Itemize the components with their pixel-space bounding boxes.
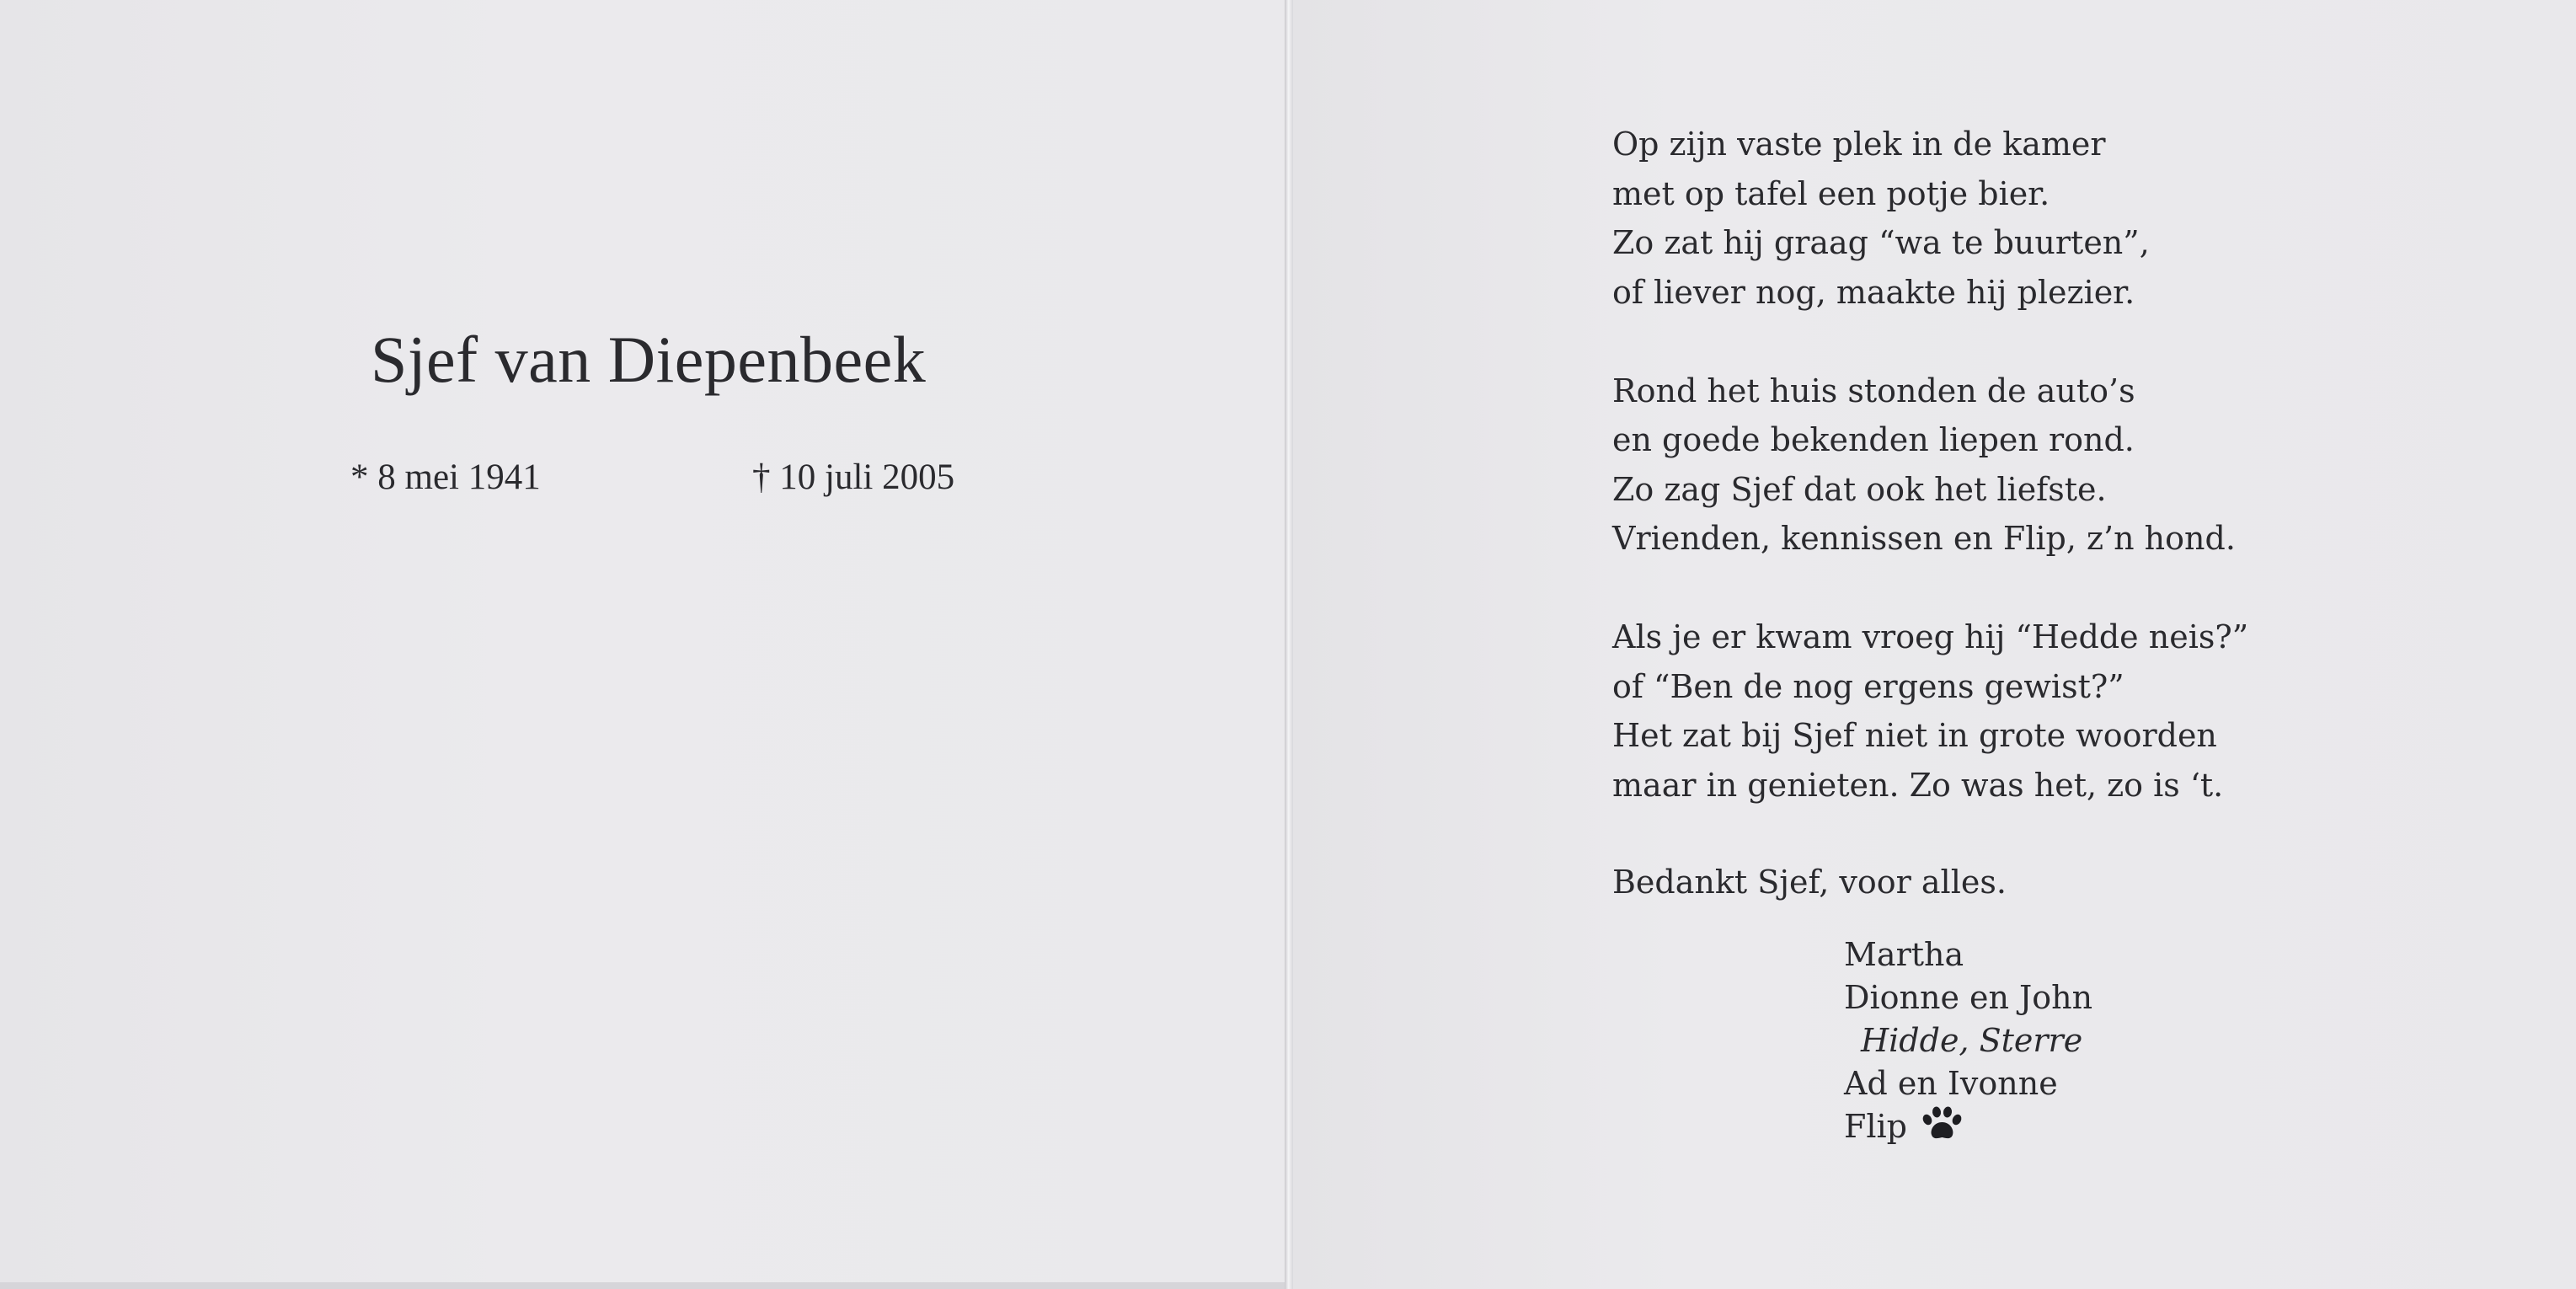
poem-line: Zo zag Sjef dat ook het liefste. (1612, 470, 2107, 508)
page-edge-shadow (0, 1282, 1285, 1289)
signature-name: Ad en Ivonne (1844, 1065, 2058, 1102)
signature-name: Martha (1844, 936, 1964, 973)
poem-line: met op tafel een potje bier. (1612, 174, 2050, 212)
birth-date: * 8 mei 1941 (350, 457, 541, 497)
poem-line: of “Ben de nog ergens gewist?” (1612, 667, 2124, 705)
signature-dog-name: Flip (1844, 1108, 1907, 1145)
poem-line: Zo zat hij graag “wa te buurten”, (1612, 224, 2150, 261)
poem-stanza (1612, 612, 2248, 810)
card-fold (1285, 0, 1293, 1289)
signatures (1844, 933, 2092, 1148)
poem-line: Het zat bij Sjef niet in grote woorden (1612, 717, 2217, 754)
paw-print-icon (1919, 1105, 1966, 1142)
deceased-name: Sjef van Diepenbeek (371, 323, 927, 396)
poem (1612, 120, 2248, 859)
death-date: † 10 juli 2005 (752, 457, 955, 497)
signature-grandchildren: Hidde, Sterre (1861, 1022, 2083, 1059)
poem-line: Rond het huis stonden de auto’s (1612, 372, 2135, 409)
poem-stanza (1612, 366, 2248, 564)
poem-line: en goede bekenden liepen rond. (1612, 421, 2135, 458)
poem-stanza (1612, 120, 2248, 317)
poem-line: Op zijn vaste plek in de kamer (1612, 126, 2106, 163)
closing-line: Bedankt Sjef, voor alles. (1612, 864, 2007, 901)
signature-dog (1844, 1105, 2092, 1148)
poem-line: Als je er kwam vroeg hij “Hedde neis?” (1612, 618, 2249, 655)
poem-line: Vrienden, kennissen en Flip, z’n hond. (1612, 520, 2236, 557)
poem-line: of liever nog, maakte hij plezier. (1612, 273, 2135, 311)
poem-line: maar in genieten. Zo was het, zo is ‘t. (1612, 766, 2224, 804)
left-page (0, 0, 1285, 1282)
signature-name: Dionne en John (1844, 979, 2093, 1016)
